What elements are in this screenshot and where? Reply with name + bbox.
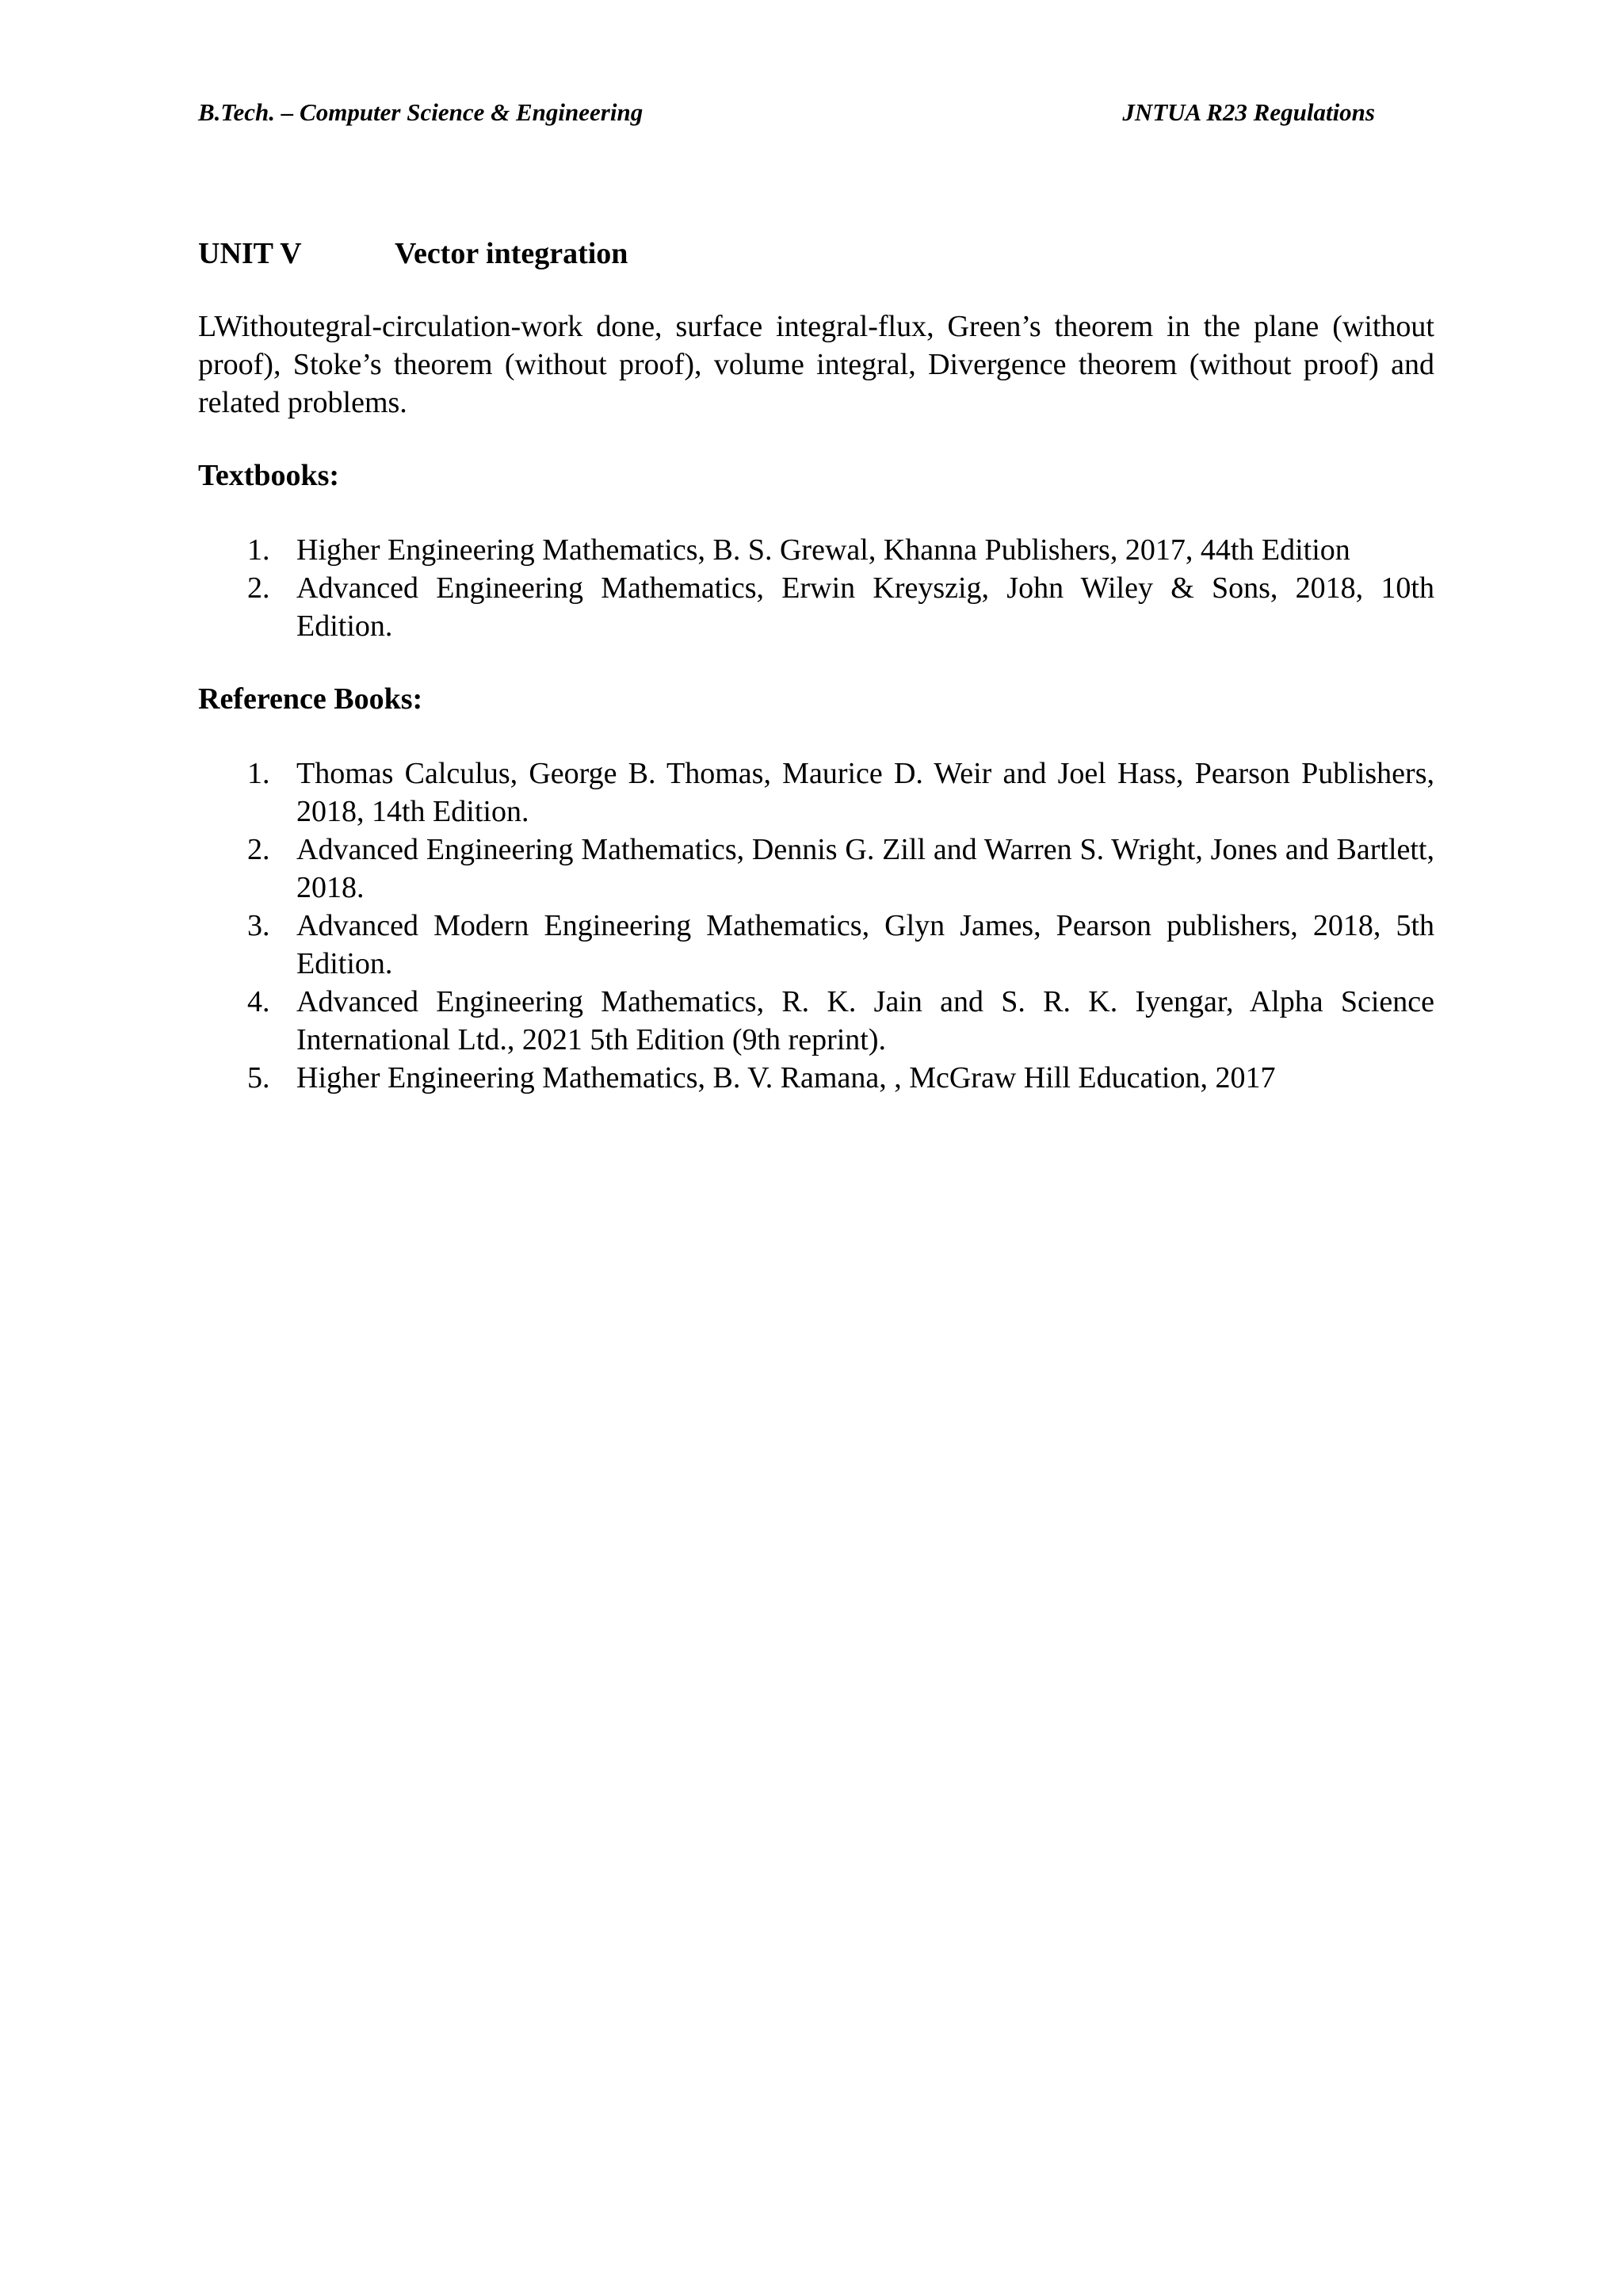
list-item-text: Advanced Engineering Mathematics, Dennis G. Zill and Warren S. Wright, Jones and Bartlett, 2018. — [296, 833, 1434, 904]
unit-title: Vector integration — [395, 237, 628, 270]
header-program: B.Tech. – Computer Science & Engineering — [198, 98, 643, 126]
list-item-number: 1. — [247, 757, 270, 790]
unit-description: LWithoutegral-circulation-work done, surface integral-flux, Green’s theorem in the plane (without proof), Stoke’s theorem (without proof), volume integral, Divergence theorem (without proof) and related problems. — [198, 310, 1434, 419]
textbooks-list — [198, 531, 1434, 645]
list-item — [198, 983, 1434, 1059]
list-item — [198, 1059, 1434, 1097]
list-item-number: 2. — [247, 571, 270, 605]
unit-heading — [198, 235, 1434, 273]
list-item — [198, 755, 1434, 831]
reference-books-heading: Reference Books: — [198, 682, 423, 716]
list-item-text: Higher Engineering Mathematics, B. V. Ramana, , McGraw Hill Education, 2017 — [296, 1061, 1276, 1095]
list-item-number: 3. — [247, 909, 270, 942]
list-item-text: Advanced Engineering Mathematics, Erwin Kreyszig, John Wiley & Sons, 2018, 10th Edition. — [296, 571, 1434, 643]
page-header — [198, 97, 1375, 128]
list-item — [198, 569, 1434, 645]
list-item-text: Advanced Engineering Mathematics, R. K. Jain and S. R. K. Iyengar, Alpha Science International Ltd., 2021 5th Edition (9th reprint). — [296, 985, 1434, 1056]
unit-label: UNIT V — [198, 237, 302, 270]
textbooks-heading: Textbooks: — [198, 459, 340, 492]
list-item-number: 4. — [247, 985, 270, 1018]
header-regulations: JNTUA R23 Regulations — [1122, 98, 1375, 126]
list-item-text: Higher Engineering Mathematics, B. S. Grewal, Khanna Publishers, 2017, 44th Edition — [296, 533, 1350, 567]
page-content — [198, 235, 1434, 1097]
list-item-text: Advanced Modern Engineering Mathematics, Glyn James, Pearson publishers, 2018, 5th Edition. — [296, 909, 1434, 980]
reference-books-list — [198, 755, 1434, 1097]
list-item-number: 1. — [247, 533, 270, 567]
list-item-number: 2. — [247, 833, 270, 866]
list-item — [198, 907, 1434, 983]
list-item-text: Thomas Calculus, George B. Thomas, Maurice D. Weir and Joel Hass, Pearson Publishers, 2018, 14th Edition. — [296, 757, 1434, 828]
list-item — [198, 531, 1434, 569]
list-item-number: 5. — [247, 1061, 270, 1095]
list-item — [198, 831, 1434, 907]
